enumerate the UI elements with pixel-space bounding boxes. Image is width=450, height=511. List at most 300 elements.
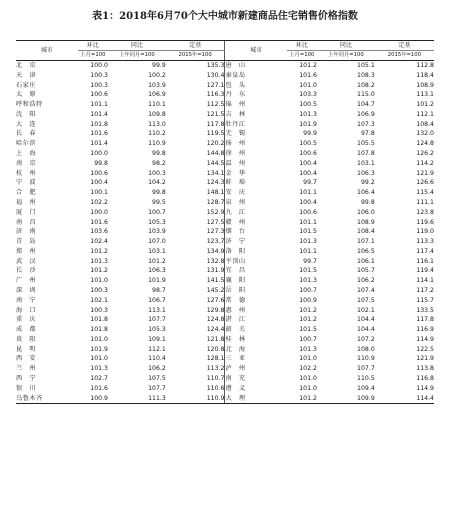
base-cell: 112.5 [206,101,225,109]
city-cell: 无 锡 [225,129,287,139]
base-cell: 133.5 [416,306,434,314]
yoy-cell: 106.9 [357,110,375,118]
base-cell: 134.1 [206,169,225,177]
city-cell: 昆 明 [16,345,37,353]
city-cell: 西 安 [16,355,37,363]
base-cell: 123.7 [206,238,225,246]
fixed-base-header: 2015年=100 [375,51,434,61]
base-cell: 145.2 [206,286,225,294]
header-row [16,41,434,51]
city-cell: 包 头 [225,81,287,91]
mom-cell: 101.3 [299,238,317,246]
mom-cell: 100.6 [299,150,317,158]
city-cell: 大 连 [16,120,37,128]
yoy-cell: 105.1 [357,62,375,69]
yoy-cell: 99.8 [152,189,166,197]
city-cell: 呼和浩特 [16,101,43,109]
base-cell: 117.8 [416,316,434,324]
yoy-cell: 103.1 [148,247,166,255]
base-cell: 126.2 [416,150,434,158]
yoy-cell: 99.8 [360,198,375,206]
base-cell: 148.1 [206,189,225,197]
city-cell: 上 海 [16,150,37,158]
mom-cell: 99.7 [303,257,317,265]
base-cell: 121.9 [416,169,434,177]
mom-cell: 101.8 [90,326,108,334]
city-cell: 南 宁 [16,296,37,304]
yoy-cell: 107.1 [357,238,375,246]
yoy-cell: 106.3 [148,267,166,275]
city-cell: 牡丹江 [225,120,287,130]
yoy-base-header: 上年同月=100 [317,51,375,61]
city-cell: 烟 台 [225,227,287,237]
table-row [16,149,434,159]
city-cell: 深 圳 [16,286,37,294]
mom-cell: 101.6 [90,218,108,226]
yoy-cell: 106.4 [357,189,375,197]
yoy-cell: 108.0 [357,345,375,353]
mom-header: 环比 [287,41,317,51]
yoy-cell: 109.1 [148,335,166,343]
mom-cell: 103.3 [299,91,317,99]
base-cell: 130.4 [206,71,225,79]
base-cell: 119.0 [416,228,434,236]
city-cell: 岳 阳 [225,286,287,296]
mom-cell: 101.9 [299,120,317,128]
mom-cell: 101.4 [90,110,108,118]
yoy-cell: 97.8 [360,130,375,138]
mom-cell: 101.0 [299,384,317,392]
table-row [16,286,434,296]
city-cell: 温 州 [225,159,287,169]
city-cell: 南 充 [225,374,287,384]
city-cell: 海 口 [16,306,37,314]
yoy-cell: 108.9 [357,218,375,226]
city-cell: 锦 州 [225,100,287,110]
yoy-cell: 106.3 [357,169,375,177]
mom-cell: 101.0 [90,335,108,343]
yoy-cell: 106.7 [148,296,166,304]
yoy-cell: 113.0 [148,120,166,128]
yoy-cell: 107.8 [357,150,375,158]
mom-cell: 100.3 [90,306,108,314]
table-row [16,257,434,267]
mom-cell: 100.3 [90,81,108,89]
mom-cell: 101.2 [299,62,317,69]
city-header: 城市 [16,41,78,61]
base-cell: 120.8 [206,345,225,353]
yoy-cell: 110.9 [357,355,375,363]
base-cell: 117.2 [416,286,434,294]
city-cell: 韶 关 [225,325,287,335]
base-cell: 110.6 [206,384,225,392]
yoy-cell: 113.1 [148,306,166,314]
mom-cell: 100.9 [78,394,108,404]
mom-cell: 100.1 [90,189,108,197]
mom-cell: 101.2 [299,306,317,314]
yoy-cell: 110.1 [148,101,166,109]
table-row [16,188,434,198]
city-cell: 桂 林 [225,335,287,345]
base-cell: 144.8 [206,150,225,158]
yoy-cell: 100.3 [148,169,166,177]
mom-cell: 100.4 [299,169,317,177]
city-cell: 宁 波 [16,179,37,187]
mom-cell: 100.4 [299,198,317,206]
base-cell: 129.8 [206,306,225,314]
city-cell: 青 岛 [16,238,37,246]
table-row [16,208,434,218]
yoy-cell: 107.0 [148,238,166,246]
yoy-cell: 106.9 [148,91,166,99]
yoy-cell: 106.5 [357,247,375,255]
yoy-cell: 104.2 [148,179,166,187]
base-cell: 121.8 [206,335,225,343]
mom-cell: 100.0 [90,208,108,216]
base-cell: 127.3 [206,228,225,236]
fixed-base-header: 2015年=100 [166,51,225,61]
table-row [16,276,434,286]
base-cell: 118.4 [416,71,434,79]
mom-cell: 101.3 [90,365,108,373]
yoy-cell: 103.1 [357,159,375,167]
base-cell: 113.3 [416,238,434,246]
city-cell: 宜 昌 [225,266,287,276]
yoy-cell: 107.2 [357,335,375,343]
yoy-header: 同比 [108,41,166,51]
yoy-cell: 110.4 [148,355,166,363]
base-cell: 112.1 [416,110,434,118]
city-cell: 徐 州 [225,149,287,159]
base-header: 定基 [375,41,434,51]
city-cell: 南 昌 [16,218,37,226]
base-cell: 132.0 [416,130,434,138]
table-row [16,71,434,81]
base-cell: 108.4 [416,120,434,128]
mom-cell: 101.8 [90,316,108,324]
base-cell: 108.9 [416,81,434,89]
table-row [16,100,434,110]
yoy-cell: 99.8 [152,150,166,158]
city-cell: 郑 州 [16,247,37,255]
city-cell: 武 汉 [16,257,37,265]
base-cell: 124.3 [206,179,225,187]
city-cell: 常 德 [225,296,287,306]
city-cell: 济 宁 [225,237,287,247]
base-cell: 116.3 [206,91,225,99]
mom-header: 环比 [78,41,108,51]
yoy-cell: 104.4 [357,326,375,334]
yoy-header: 同比 [317,41,375,51]
yoy-cell: 105.7 [357,267,375,275]
mom-cell: 100.6 [299,208,317,216]
city-cell: 泉 州 [225,198,287,208]
city-cell: 扬 州 [225,139,287,149]
mom-cell: 101.3 [299,277,317,285]
city-cell: 安 庆 [225,188,287,198]
city-cell: 遵 义 [225,384,287,394]
mom-cell: 100.6 [90,91,108,99]
base-cell: 116.9 [416,326,434,334]
base-cell: 134.9 [206,247,225,255]
yoy-cell: 108.3 [357,71,375,79]
table-row [16,139,434,149]
base-cell: 114.4 [375,394,434,404]
city-cell: 乌鲁木齐 [16,394,78,404]
mom-cell: 100.0 [90,150,108,158]
base-cell: 119.6 [416,218,434,226]
yoy-cell: 107.5 [357,296,375,304]
city-cell: 济 南 [16,228,37,236]
table-row [16,90,434,100]
base-cell: 101.2 [416,101,434,109]
mom-cell: 99.7 [303,179,317,187]
mom-cell: 102.1 [90,296,108,304]
yoy-cell: 107.7 [148,384,166,392]
yoy-cell: 111.3 [108,394,166,404]
yoy-cell: 102.1 [357,306,375,314]
base-cell: 116.1 [416,257,434,265]
yoy-cell: 107.7 [357,365,375,373]
yoy-cell: 103.9 [148,81,166,89]
city-cell: 长 春 [16,130,37,138]
yoy-cell: 104.4 [357,316,375,324]
mom-cell: 101.6 [299,71,317,79]
city-cell: 泸 州 [225,364,287,374]
city-cell: 哈尔滨 [16,140,37,148]
base-cell: 117.8 [206,120,225,128]
city-cell: 秦皇岛 [225,71,287,81]
table-row [16,169,434,179]
mom-cell: 101.2 [90,247,108,255]
mom-cell: 101.6 [90,130,108,138]
table-row [16,345,434,355]
table-row [16,218,434,228]
mom-cell: 101.1 [299,218,317,226]
table-row [16,227,434,237]
yoy-cell: 103.9 [148,228,166,236]
table-row [16,61,434,71]
mom-cell: 101.8 [90,120,108,128]
mom-cell: 101.2 [90,267,108,275]
table-row [16,296,434,306]
mom-cell: 100.3 [90,71,108,79]
yoy-cell: 109.8 [148,110,166,118]
city-cell: 兰 州 [16,365,37,373]
table-row [16,374,434,384]
mom-cell: 100.3 [90,286,108,294]
mom-cell: 100.7 [299,335,317,343]
mom-cell: 100.4 [299,159,317,167]
city-cell: 天 津 [16,71,37,79]
yoy-cell: 99.5 [152,198,166,206]
base-header: 定基 [166,41,225,51]
city-cell: 杭 州 [16,169,37,177]
table-row [16,384,434,394]
yoy-cell: 105.5 [357,140,375,148]
city-cell: 南 京 [16,159,37,167]
yoy-cell: 100.7 [148,208,166,216]
city-cell: 太 原 [16,91,37,99]
city-cell: 西 宁 [16,375,37,382]
yoy-cell: 101.9 [148,277,166,285]
city-cell: 贵 阳 [16,335,37,343]
city-cell: 三 亚 [225,354,287,364]
mom-base-header: 上月=100 [78,51,108,61]
mom-cell: 100.9 [299,296,317,304]
city-cell: 广 州 [16,277,37,285]
base-cell: 127.5 [206,218,225,226]
city-cell: 吉 林 [225,110,287,120]
yoy-cell: 106.1 [357,257,375,265]
city-cell: 蚌 埠 [225,178,287,188]
city-cell: 平顶山 [225,257,287,267]
table-body [16,61,434,404]
table-row [16,110,434,120]
yoy-cell: 110.5 [357,375,375,382]
table-row [16,198,434,208]
base-cell: 110.9 [166,394,225,404]
table-row [16,159,434,169]
yoy-cell: 100.2 [148,71,166,79]
base-cell: 113.1 [416,91,434,99]
base-cell: 152.9 [206,208,225,216]
mom-cell: 102.2 [299,365,317,373]
table-row [16,315,434,325]
yoy-cell: 98.2 [152,159,166,167]
city-cell: 重 庆 [16,316,37,324]
base-cell: 124.8 [416,140,434,148]
city-cell: 合 肥 [16,189,37,197]
yoy-cell: 101.2 [148,257,166,265]
city-header: 城市 [225,41,287,61]
yoy-cell: 108.2 [357,81,375,89]
base-cell: 135.3 [206,62,225,69]
city-cell: 惠 州 [225,306,287,316]
mom-cell: 100.7 [299,286,317,294]
table-row [16,237,434,247]
city-cell: 银 川 [16,384,37,392]
mom-cell: 101.0 [90,355,108,363]
base-cell: 127.6 [206,296,225,304]
yoy-cell: 106.2 [148,365,166,373]
yoy-cell: 108.4 [357,228,375,236]
table-row [16,335,434,345]
yoy-cell: 107.5 [148,375,166,382]
base-cell: 124.4 [206,326,225,334]
city-cell: 福 州 [16,198,37,206]
yoy-cell: 109.9 [317,394,375,404]
table-title: 表1：2018年6月70个大中城市新建商品住宅销售价格指数 [92,11,358,22]
city-cell: 湛 江 [225,315,287,325]
city-cell: 九 江 [225,208,287,218]
base-cell: 114.2 [416,159,434,167]
city-cell: 赣 州 [225,218,287,228]
mom-cell: 103.6 [90,228,108,236]
city-cell: 襄 阳 [225,276,287,286]
base-cell: 119.4 [416,267,434,275]
mom-cell: 101.5 [299,267,317,275]
table-row [16,364,434,374]
mom-cell: 102.4 [90,238,108,246]
base-cell: 114.1 [416,277,434,285]
yoy-cell: 112.1 [148,345,166,353]
base-cell: 114.9 [416,384,434,392]
mom-base-header: 上月=100 [287,51,317,61]
city-cell: 金 华 [225,169,287,179]
table-row [16,266,434,276]
city-cell: 北 海 [225,345,287,355]
base-cell: 114.9 [416,335,434,343]
mom-cell: 101.0 [299,375,317,382]
yoy-cell: 107.4 [357,286,375,294]
yoy-cell: 105.3 [148,326,166,334]
base-cell: 128.1 [206,355,225,363]
base-cell: 128.7 [206,198,225,206]
mom-cell: 101.1 [90,101,108,109]
yoy-cell: 106.2 [357,277,375,285]
base-cell: 144.5 [206,159,225,167]
mom-cell: 101.0 [90,277,108,285]
base-cell: 123.8 [416,208,434,216]
mom-cell: 101.4 [90,140,108,148]
mom-cell: 101.2 [299,316,317,324]
mom-cell: 100.5 [299,140,317,148]
table-row [16,81,434,91]
mom-cell: 101.1 [299,189,317,197]
base-cell: 115.4 [416,189,434,197]
base-cell: 131.9 [206,267,225,275]
mom-cell: 100.6 [90,169,108,177]
city-cell: 丹 东 [225,90,287,100]
yoy-cell: 110.9 [148,140,166,148]
base-cell: 121.9 [416,355,434,363]
base-cell: 126.6 [416,179,434,187]
yoy-cell: 99.2 [360,179,375,187]
yoy-cell: 99.9 [152,62,166,69]
price-index-table [16,40,434,404]
mom-cell: 101.3 [299,110,317,118]
table-row [16,178,434,188]
mom-cell: 101.2 [287,394,317,404]
base-cell: 113.2 [206,365,225,373]
table-row [16,306,434,316]
mom-cell: 101.0 [299,81,317,89]
yoy-cell: 98.7 [152,286,166,294]
table-row [16,129,434,139]
mom-cell: 101.0 [299,355,317,363]
base-cell: 121.5 [206,110,225,118]
city-cell: 北 京 [16,62,37,69]
mom-cell: 101.1 [299,247,317,255]
city-cell: 唐 山 [225,61,287,71]
mom-cell: 101.5 [299,228,317,236]
base-cell: 116.8 [416,375,434,382]
base-cell: 132.8 [206,257,225,265]
table-row [16,247,434,257]
city-cell: 洛 阳 [225,247,287,257]
mom-cell: 101.5 [299,326,317,334]
table-row [16,354,434,364]
yoy-cell: 110.2 [148,130,166,138]
base-cell: 111.1 [416,198,434,206]
city-cell: 厦 门 [16,208,37,216]
city-cell: 大 理 [225,394,287,404]
yoy-cell: 106.0 [357,208,375,216]
city-cell: 石家庄 [16,81,37,89]
mom-cell: 102.7 [90,375,108,382]
yoy-cell: 107.7 [148,316,166,324]
